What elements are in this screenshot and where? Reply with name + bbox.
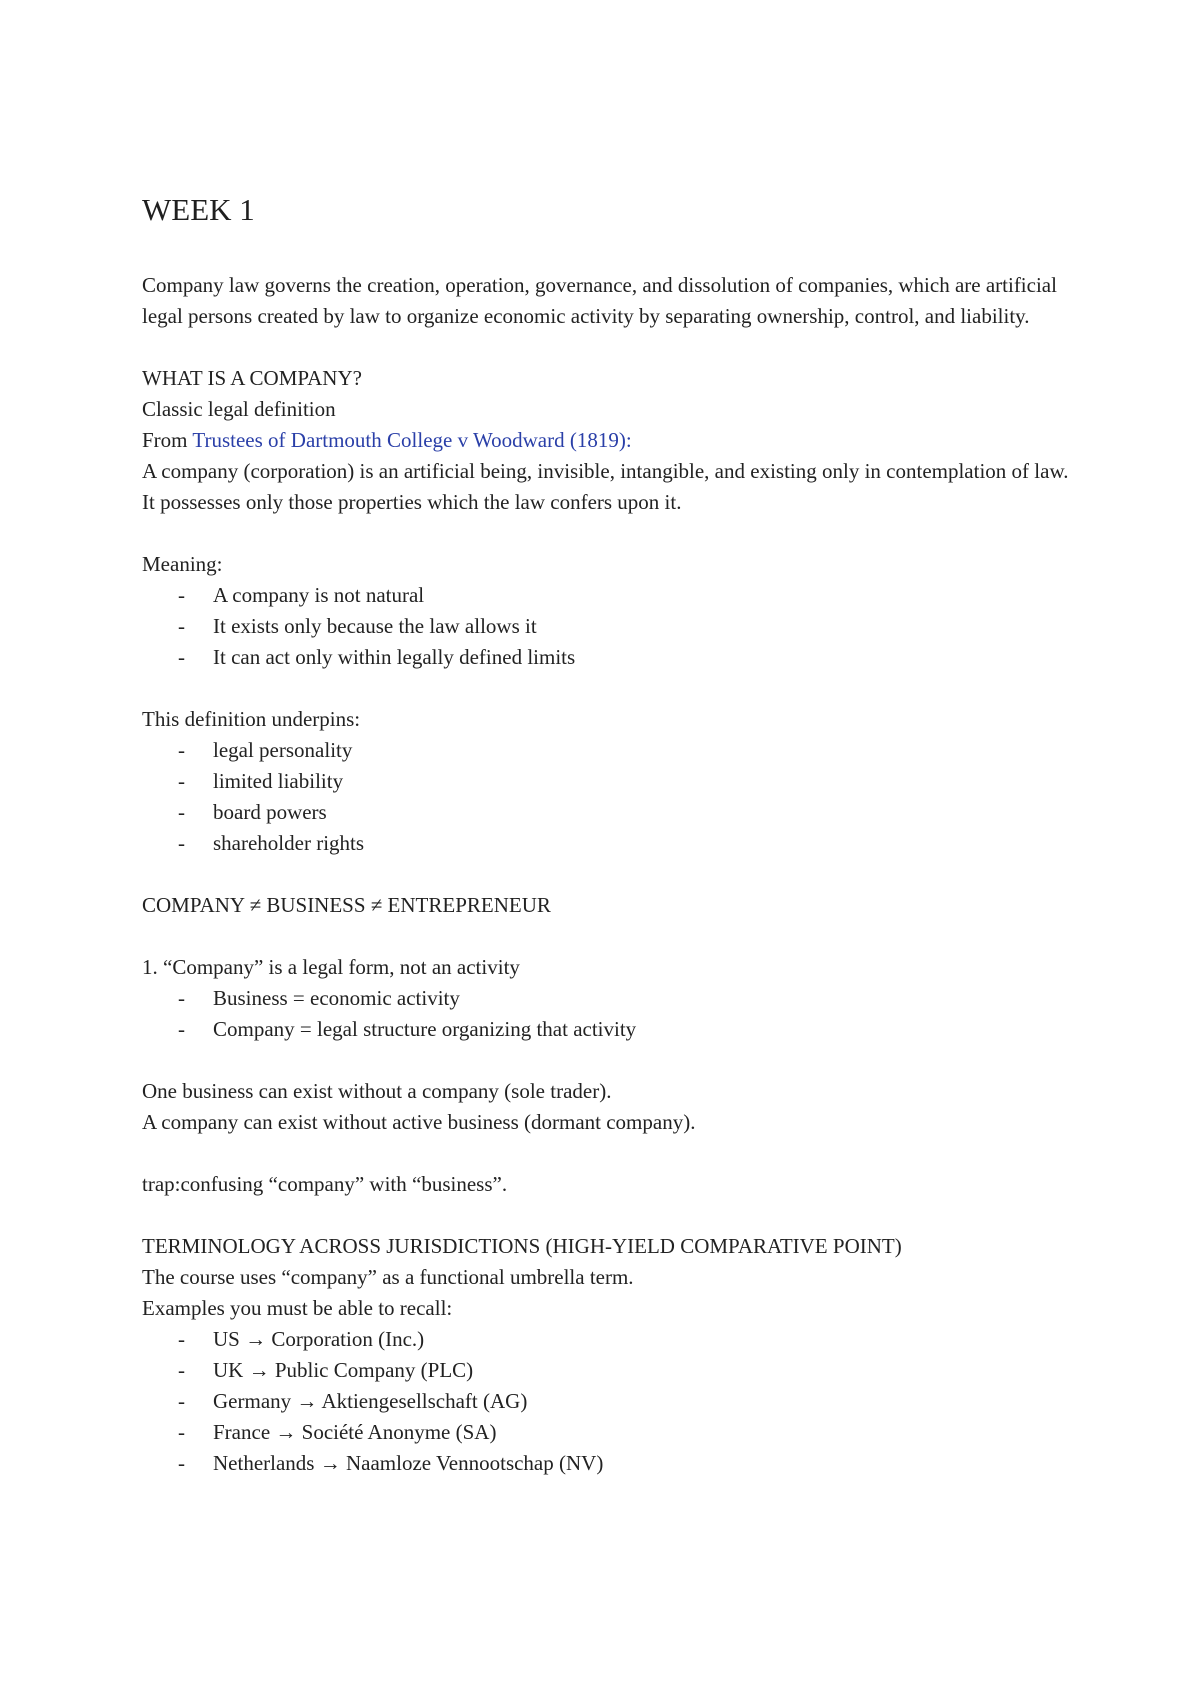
sole-trader-line: One business can exist without a company (sole trader). bbox=[142, 1079, 612, 1103]
case-source-line bbox=[142, 425, 1082, 456]
meaning-list bbox=[142, 580, 1082, 673]
dash-bullet: - bbox=[178, 769, 185, 793]
list-item: - Netherlands → Naamloze Vennootschap (NV) bbox=[142, 1448, 1082, 1479]
list-item: - A company is not natural bbox=[142, 580, 1082, 611]
company-business-list bbox=[142, 983, 1082, 1045]
spacer bbox=[142, 921, 1082, 952]
dash-bullet: - bbox=[178, 1017, 185, 1041]
examples-line: Examples you must be able to recall: bbox=[142, 1296, 453, 1320]
dash-bullet: - bbox=[178, 1420, 185, 1444]
spacer bbox=[142, 518, 1082, 549]
meaning-label: Meaning: bbox=[142, 552, 223, 576]
terminology-heading: TERMINOLOGY ACROSS JURISDICTIONS (HIGH-YIELD COMPARATIVE POINT) bbox=[142, 1234, 902, 1258]
spacer bbox=[142, 1045, 1082, 1076]
dash-bullet: - bbox=[178, 800, 185, 824]
dash-bullet: - bbox=[178, 614, 185, 638]
spacer bbox=[142, 673, 1082, 704]
underpins-label: This definition underpins: bbox=[142, 707, 361, 731]
list-item: - legal personality bbox=[142, 735, 1082, 766]
dash-bullet: - bbox=[178, 1451, 185, 1475]
dormant-company-line: A company can exist without active business (dormant company). bbox=[142, 1110, 696, 1134]
definition-paragraph: A company (corporation) is an artificial being, invisible, intangible, and existing only in contemplation of law. It possesses only those properties which the law confers upon it. bbox=[142, 459, 1069, 514]
case-link[interactable]: Trustees of Dartmouth College v Woodward (1819): bbox=[192, 428, 632, 452]
company-business-heading: COMPANY ≠ BUSINESS ≠ ENTREPRENEUR bbox=[142, 893, 551, 917]
dash-bullet: - bbox=[178, 645, 185, 669]
underpins-list bbox=[142, 735, 1082, 859]
umbrella-term-line: The course uses “company” as a functional umbrella term. bbox=[142, 1265, 634, 1289]
definition-subheading: Classic legal definition bbox=[142, 397, 336, 421]
spacer bbox=[142, 1138, 1082, 1169]
list-item: - Germany → Aktiengesellschaft (AG) bbox=[142, 1386, 1082, 1417]
list-item: - US → Corporation (Inc.) bbox=[142, 1324, 1082, 1355]
dash-bullet: - bbox=[178, 738, 185, 762]
dash-bullet: - bbox=[178, 1389, 185, 1413]
point-one: 1. “Company” is a legal form, not an activity bbox=[142, 955, 520, 979]
intro-paragraph: Company law governs the creation, operation, governance, and dissolution of companies, which are artificial legal persons created by law to organize economic activity by separating ownership, control, and liability. bbox=[142, 273, 1057, 328]
spacer bbox=[142, 332, 1082, 363]
what-is-heading: WHAT IS A COMPANY? bbox=[142, 366, 362, 390]
page-title: WEEK 1 bbox=[142, 192, 255, 227]
dash-bullet: - bbox=[178, 583, 185, 607]
list-item: - UK → Public Company (PLC) bbox=[142, 1355, 1082, 1386]
list-item: - It exists only because the law allows it bbox=[142, 611, 1082, 642]
list-item: - France → Société Anonyme (SA) bbox=[142, 1417, 1082, 1448]
spacer bbox=[142, 859, 1082, 890]
list-item: - Business = economic activity bbox=[142, 983, 1082, 1014]
dash-bullet: - bbox=[178, 1327, 185, 1351]
list-item: - board powers bbox=[142, 797, 1082, 828]
from-prefix: From bbox=[142, 428, 193, 452]
list-item: - Company = legal structure organizing that activity bbox=[142, 1014, 1082, 1045]
list-item: - shareholder rights bbox=[142, 828, 1082, 859]
document-page bbox=[142, 190, 1082, 1479]
trap-note: trap:confusing “company” with “business”. bbox=[142, 1172, 508, 1196]
dash-bullet: - bbox=[178, 1358, 185, 1382]
dash-bullet: - bbox=[178, 831, 185, 855]
list-item: - It can act only within legally defined limits bbox=[142, 642, 1082, 673]
dash-bullet: - bbox=[178, 986, 185, 1010]
spacer bbox=[142, 1200, 1082, 1231]
jurisdiction-list bbox=[142, 1324, 1082, 1479]
list-item: - limited liability bbox=[142, 766, 1082, 797]
